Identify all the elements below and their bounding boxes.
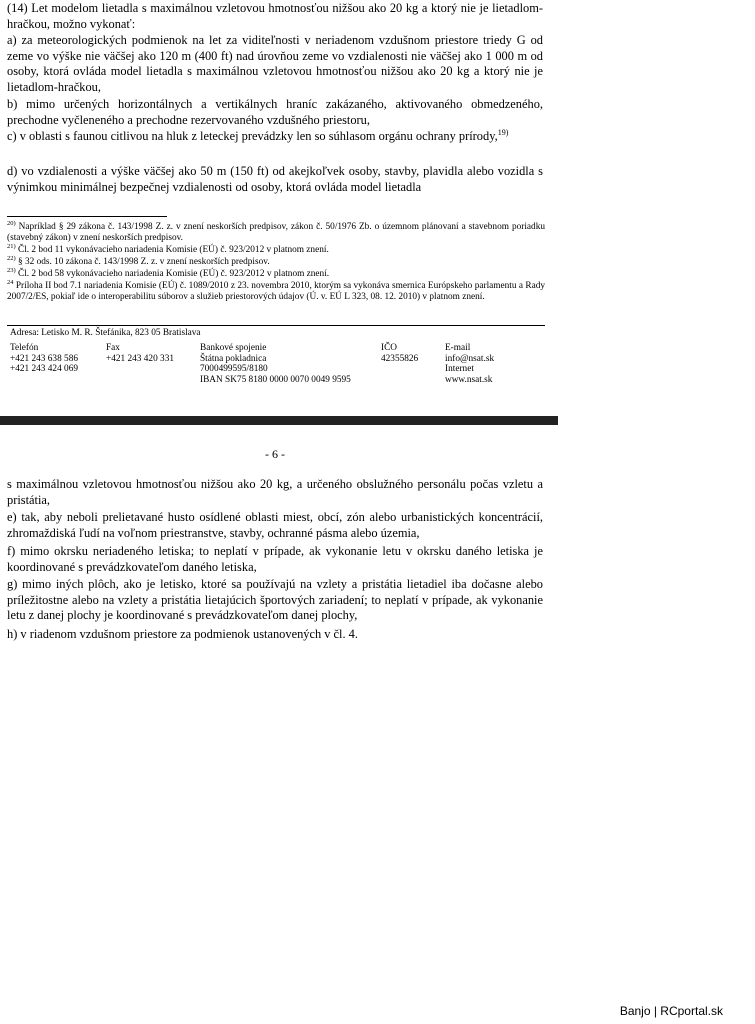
ico-label: IČO	[381, 343, 398, 353]
watermark-credit: Banjo | RCportal.sk	[619, 1004, 723, 1018]
footnote-text: Napríklad § 29 zákona č. 143/1998 Z. z. v znení neskorších predpisov, zákon č. 50/1976 Zb. o územnom plánovaní a stavebnom poriadku (stavebný zákon) v znení neskorších predpisov.	[7, 222, 545, 244]
bank-account: 7000499595/8180	[200, 364, 268, 375]
letterhead-bank-column	[200, 343, 351, 385]
item-h: h) v riadenom vzdušnom priestore za podmienok ustanovených v čl. 4.	[7, 627, 358, 641]
paragraph-14: (14) Let modelom lietadla s maximálnou vzletovou hmotnosťou nižšou ako 20 kg a ktorý nie je lietadlom-hračkou, možno vykonať:	[7, 1, 543, 31]
footnote-text: § 32 ods. 10 zákona č. 143/1998 Z. z. v znení neskorších predpisov.	[15, 257, 270, 267]
item-f: f) mimo okrsku neriadeného letiska; to neplatí v prípade, ak vykonanie letu v okrsku daného letiska je koordinované s prevádzkovateľom daného letiska,	[7, 544, 543, 574]
email-label: E-mail	[445, 343, 471, 353]
bank-label: Bankové spojenie	[200, 343, 267, 353]
footnote-number: 20)	[7, 219, 16, 227]
fax-label: Fax	[106, 343, 120, 353]
phone-number-1: +421 243 638 586	[10, 353, 78, 364]
item-e: e) tak, aby neboli prelietavané husto osídlené oblasti miest, obcí, zón alebo urbanistických koncentrácií, zhromaždiská ľudí na voľnom priestranstve, stavby, ochranné pásma alebo územia,	[7, 510, 543, 540]
footnote-21	[7, 242, 545, 256]
footnote-text: Čl. 2 bod 11 vykonávacieho nariadenia Komisie (EÚ) č. 923/2012 v platnom znení.	[15, 245, 329, 255]
bank-name: Štátna pokladnica	[200, 353, 267, 364]
item-d-continuation: s maximálnou vzletovou hmotnosťou nižšou ako 20 kg, a určeného obslužného personálu počas vzletu a pristátia,	[7, 477, 543, 507]
footnote-20	[7, 219, 545, 244]
item-c-text: c) v oblasti s faunou citlivou na hluk z leteckej prevádzky len so súhlasom orgánu ochrany prírody,	[7, 129, 498, 143]
item-g: g) mimo iných plôch, ako je letisko, ktoré sa používajú na vzlety a pristátia lietadiel iba dočasne alebo príležitostne alebo na vzlety a pristátia lietajúcich športových zariadení; to neplatí v prípade, ak vykonanie letu z danej plochy je koordinované s prevádzkovateľom danej plochy,	[7, 577, 543, 623]
footnote-text: Čl. 2 bod 58 vykonávacieho nariadenia Komisie (EÚ) č. 923/2012 v platnom znení.	[15, 269, 330, 279]
letterhead-contact-column	[445, 343, 494, 385]
letterhead-rule	[7, 325, 545, 326]
page-break-band	[0, 416, 558, 425]
footnote-number: 23)	[7, 266, 16, 274]
footnote-text: Príloha II bod 7.1 nariadenia Komisie (EÚ) č. 1089/2010 z 23. novembra 2010, ktorým sa vykonáva smernica Európskeho parlamentu a Rady 2007/2/ES, pokiaľ ide o interoperabilitu súborov a služieb priestorových údajov (Ú. v. EÚ L 323, 08. 12. 2010) v platnom znení.	[7, 281, 545, 303]
fax-number: +421 243 420 331	[106, 353, 174, 364]
footnote-22	[7, 254, 545, 268]
item-b: b) mimo určených horizontálnych a vertikálnych hraníc zakázaného, aktivovaného obmedzeného, prechodne vyčleneného a prechodne rezervovaného vzdušného priestoru,	[7, 97, 543, 127]
footnote-24	[7, 278, 545, 303]
footnote-separator	[7, 216, 167, 217]
phone-number-2: +421 243 424 069	[10, 364, 78, 375]
phone-label: Telefón	[10, 343, 39, 353]
footnote-ref-19: 19)	[497, 127, 509, 137]
letterhead-phone-column	[10, 343, 78, 375]
item-c	[7, 129, 543, 145]
letterhead-address: Adresa: Letisko M. R. Štefánika, 823 05 Bratislava	[10, 328, 201, 338]
footnote-number: 24	[7, 278, 14, 286]
ico-number: 42355826	[381, 353, 419, 364]
page-number: - 6 -	[265, 447, 285, 461]
bank-iban: IBAN SK75 8180 0000 0070 0049 9595	[200, 374, 351, 385]
footnote-number: 22)	[7, 254, 16, 262]
letterhead-ico-column	[381, 343, 418, 364]
website: www.nsat.sk	[445, 374, 493, 385]
internet-label: Internet	[445, 364, 474, 375]
email-address: info@nsat.sk	[445, 353, 495, 364]
item-d: d) vo vzdialenosti a výške väčšej ako 50 m (150 ft) od akejkoľvek osoby, stavby, plavidla alebo vozidla s výnimkou minimálnej bezpečnej vzdialenosti od osoby, ktorá ovláda model lietadla	[7, 164, 543, 194]
footnote-number: 21)	[7, 242, 16, 250]
item-a: a) za meteorologických podmienok na let za viditeľnosti v neriadenom vzdušnom priestore triedy G od zeme vo výške nie väčšej ako 120 m (400 ft) nad úrovňou zeme vo vzdialenosti nie väčšej ako 1 000 m od osoby, ktorá ovláda model lietadla s maximálnou vzletovou hmotnosťou nižšou ako 20 kg a ktorý nie je lietadlom-hračkou,	[7, 33, 543, 94]
letterhead-fax-column	[106, 343, 174, 364]
footnote-23	[7, 266, 545, 280]
